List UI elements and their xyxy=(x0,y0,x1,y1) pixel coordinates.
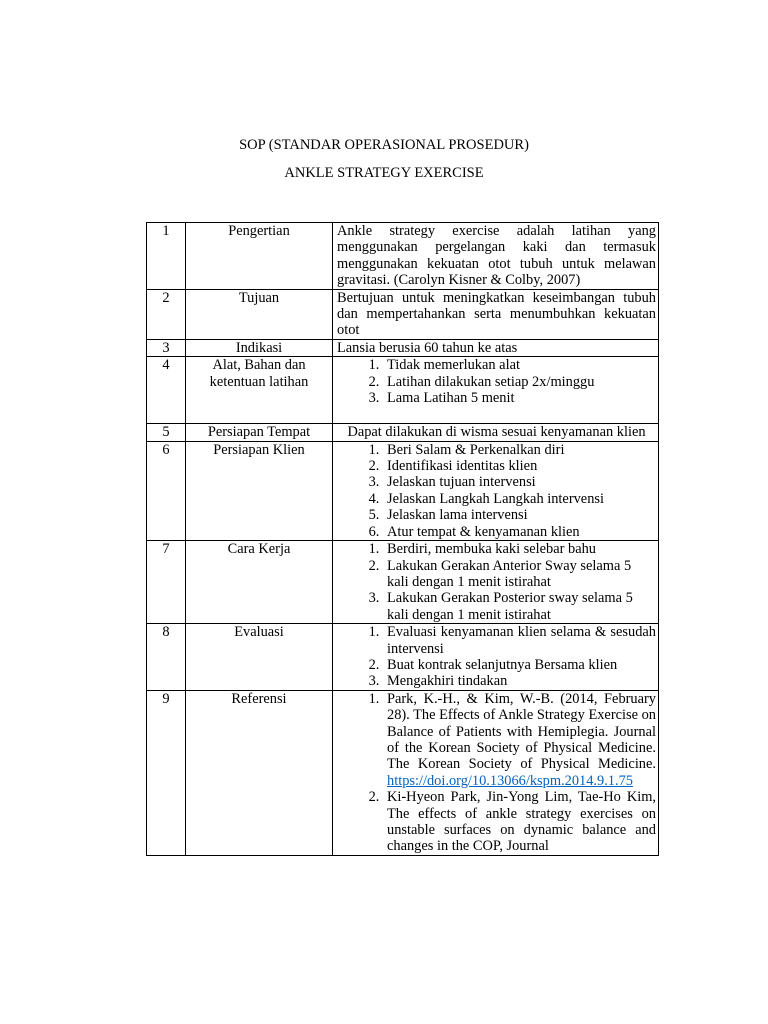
list-item: 2. Buat kontrak selanjutnya Bersama klien xyxy=(383,657,656,673)
document-subtitle: ANKLE STRATEGY EXERCISE xyxy=(284,165,484,181)
doi-link[interactable]: https://doi.org/10.13066/kspm.2014.9.1.75 xyxy=(387,772,633,789)
reference-list xyxy=(337,691,656,855)
row-number: 8 xyxy=(147,624,186,691)
row-label: Indikasi xyxy=(186,339,333,356)
table-row-tujuan xyxy=(147,289,659,339)
list-item: 4. Jelaskan Langkah Langkah intervensi xyxy=(383,491,656,507)
row-number: 2 xyxy=(147,289,186,339)
row-label: Persiapan Tempat xyxy=(186,424,333,441)
row-number: 3 xyxy=(147,339,186,356)
reference-item xyxy=(383,691,656,789)
list-item: 2. Lakukan Gerakan Anterior Sway selama 5 kali dengan 1 menit istirahat xyxy=(383,558,656,591)
row-label: Tujuan xyxy=(186,289,333,339)
list-item: 2. Latihan dilakukan setiap 2x/minggu xyxy=(383,374,656,390)
row-content: Bertujuan untuk meningkatkan keseimbangan tubuh dan mempertahankan serta menumbuhkan kekuatan otot xyxy=(333,289,659,339)
list-item: 1. Tidak memerlukan alat xyxy=(383,357,656,373)
list-item: 3. Jelaskan tujuan intervensi xyxy=(383,474,656,490)
reference-item: 2. Ki-Hyeon Park, Jin-Yong Lim, Tae-Ho Kim, The effects of ankle strategy exercises on unstable surfaces on dynamic balance and changes in the COP, Journal xyxy=(383,789,656,855)
table-row-pengertian xyxy=(147,223,659,290)
row-content: Lansia berusia 60 tahun ke atas xyxy=(333,339,659,356)
sop-table xyxy=(146,222,659,856)
row-label: Referensi xyxy=(186,690,333,855)
table-row-evaluasi xyxy=(147,624,659,691)
row-content xyxy=(333,357,659,424)
table-row-indikasi xyxy=(147,339,659,356)
list-item: 3. Lama Latihan 5 menit xyxy=(383,390,656,406)
table-row-cara-kerja xyxy=(147,541,659,624)
numbered-list xyxy=(337,541,656,623)
list-item: 3. Mengakhiri tindakan xyxy=(383,673,656,689)
list-item: 1. Berdiri, membuka kaki selebar bahu xyxy=(383,541,656,557)
table-row-referensi xyxy=(147,690,659,855)
row-content xyxy=(333,690,659,855)
list-item: 1. Evaluasi kenyamanan klien selama & sesudah intervensi xyxy=(383,624,656,657)
document-title: SOP (STANDAR OPERASIONAL PROSEDUR) xyxy=(239,137,529,153)
table-row-persiapan-tempat xyxy=(147,424,659,441)
row-label: Persiapan Klien xyxy=(186,441,333,540)
numbered-list xyxy=(337,442,656,540)
row-label: Pengertian xyxy=(186,223,333,290)
list-item: 6. Atur tempat & kenyamanan klien xyxy=(383,524,656,540)
row-content: Ankle strategy exercise adalah latihan yang menggunakan pergelangan kaki dan termasuk menggunakan kekuatan otot tubuh untuk melawan gravitasi. (Carolyn Kisner & Colby, 2007) xyxy=(333,223,659,290)
row-label: Alat, Bahan dan ketentuan latihan xyxy=(186,357,333,424)
row-label: Evaluasi xyxy=(186,624,333,691)
numbered-list xyxy=(337,624,656,690)
row-content xyxy=(333,624,659,691)
reference-text: Park, K.-H., & Kim, W.-B. (2014, February 28). The Effects of Ankle Strategy Exercise on Balance of Patients with Hemiplegia. Journal of the Korean Society of Physical Medicine. The Korean Society of Physical Medicine. xyxy=(387,690,656,773)
table-row-persiapan-klien xyxy=(147,441,659,540)
row-number: 1 xyxy=(147,223,186,290)
numbered-list xyxy=(337,357,656,406)
list-item: 3. Lakukan Gerakan Posterior sway selama 5 kali dengan 1 menit istirahat xyxy=(383,590,656,623)
row-label: Cara Kerja xyxy=(186,541,333,624)
row-number: 7 xyxy=(147,541,186,624)
row-content xyxy=(333,541,659,624)
list-item: 1. Beri Salam & Perkenalkan diri xyxy=(383,442,656,458)
table-row-alat-bahan xyxy=(147,357,659,424)
list-item: 2. Identifikasi identitas klien xyxy=(383,458,656,474)
row-number: 4 xyxy=(147,357,186,424)
row-number: 9 xyxy=(147,690,186,855)
row-content: Dapat dilakukan di wisma sesuai kenyamanan klien xyxy=(333,424,659,441)
row-number: 5 xyxy=(147,424,186,441)
row-content xyxy=(333,441,659,540)
row-number: 6 xyxy=(147,441,186,540)
list-item: 5. Jelaskan lama intervensi xyxy=(383,507,656,523)
